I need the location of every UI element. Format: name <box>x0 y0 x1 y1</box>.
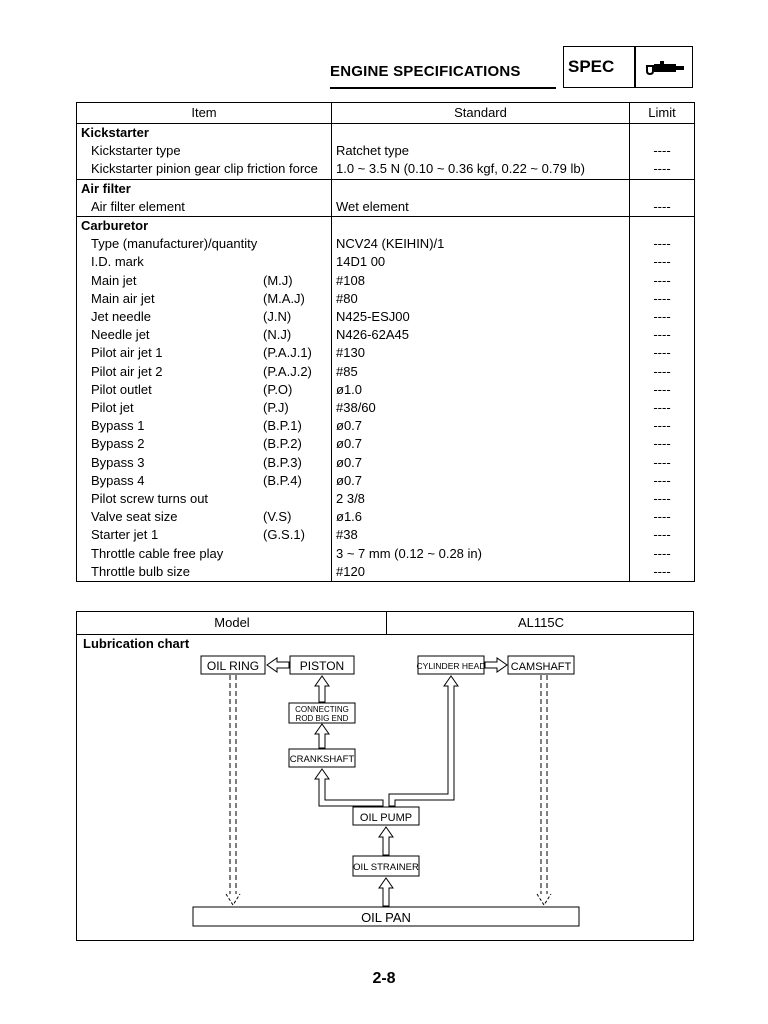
cell-standard: #80 <box>332 290 630 308</box>
node-connecting-rod-label-line2: ROD BIG END <box>295 714 349 723</box>
column-header-standard: Standard <box>332 103 630 124</box>
cell-item <box>77 290 332 308</box>
item-name: Main jet <box>91 272 137 288</box>
node-cylinder-head-label: CYLINDER HEAD <box>416 661 486 671</box>
cell-limit: ---- <box>630 142 695 160</box>
cell-item <box>77 399 332 417</box>
item-name: Bypass 2 <box>91 436 145 452</box>
node-oil-ring <box>201 656 265 674</box>
cell-limit: ---- <box>630 235 695 253</box>
cell-standard: 3 ~ 7 mm (0.12 ~ 0.28 in) <box>332 545 630 563</box>
cell-item <box>77 308 332 326</box>
table-row <box>77 198 695 217</box>
node-oil-pump-label: OIL PUMP <box>359 812 413 824</box>
cell-limit: ---- <box>630 545 695 563</box>
node-oil-pump <box>353 807 419 825</box>
cell-limit <box>630 124 695 143</box>
arrow-piston-to-oil-ring <box>267 658 289 672</box>
cell-item <box>77 272 332 290</box>
item-abbreviation: (P.A.J.2) <box>263 363 312 379</box>
cell-item: Pilot screw turns out <box>91 491 209 507</box>
item-abbreviation: (P.O) <box>263 381 293 397</box>
node-oil-pan-label: OIL PAN <box>361 910 411 925</box>
cell-limit: ---- <box>630 563 695 582</box>
lubrication-chart-title: Lubrication chart <box>83 636 190 651</box>
caliper-icon <box>644 59 686 81</box>
title-underline <box>330 87 556 89</box>
cell-limit: ---- <box>630 417 695 435</box>
cell-item <box>77 454 332 472</box>
item-name: Pilot outlet <box>91 381 152 397</box>
item-name: Needle jet <box>91 327 150 343</box>
cell-standard: ø0.7 <box>332 472 630 490</box>
return-camshaft-to-oil-pan <box>537 675 551 905</box>
table-row <box>77 399 695 417</box>
cell-item: Carburetor <box>77 217 332 236</box>
table-row <box>77 490 695 508</box>
cell-item: Kickstarter <box>81 125 149 140</box>
spec-badge-label: SPEC <box>568 57 615 76</box>
table-row <box>77 142 695 160</box>
node-cylinder-head <box>417 656 486 674</box>
cell-limit: ---- <box>630 326 695 344</box>
item-name: Jet needle <box>91 309 151 325</box>
cell-item <box>77 381 332 399</box>
lubrication-flow-diagram <box>77 612 692 940</box>
arrow-oil-pan-to-oil-strainer <box>379 878 393 906</box>
cell-item: Type (manufacturer)/quantity <box>91 236 258 252</box>
cell-item: I.D. mark <box>91 254 144 270</box>
table-row <box>77 381 695 399</box>
cell-item: Air filter <box>77 179 332 198</box>
cell-standard: 14D1 00 <box>332 253 630 271</box>
cell-limit: ---- <box>630 290 695 308</box>
item-name: Pilot jet <box>91 400 134 416</box>
arrow-crankshaft-to-connecting-rod <box>315 724 329 748</box>
table-row <box>77 472 695 490</box>
node-oil-strainer <box>353 856 419 876</box>
cell-standard: NCV24 (KEIHIN)/1 <box>332 235 630 253</box>
table-row <box>77 363 695 381</box>
cell-standard: ø0.7 <box>332 435 630 453</box>
arrow-connecting-rod-to-piston <box>315 676 329 702</box>
item-abbreviation: (B.P.4) <box>263 472 302 488</box>
item-name: Bypass 1 <box>91 418 145 434</box>
cell-limit: ---- <box>630 526 695 544</box>
cell-standard: #130 <box>332 344 630 362</box>
cell-item <box>77 326 332 344</box>
cell-standard: Ratchet type <box>332 142 630 160</box>
cell-limit: ---- <box>630 253 695 271</box>
spec-badge-divider <box>634 47 636 87</box>
item-name: Main air jet <box>91 290 155 306</box>
cell-standard: #108 <box>332 272 630 290</box>
node-oil-pan <box>193 907 579 926</box>
cell-standard: N426-62A45 <box>332 326 630 344</box>
item-name: Starter jet 1 <box>91 527 159 543</box>
arrow-oil-pump-to-crankshaft <box>315 769 383 806</box>
cell-standard: #85 <box>332 363 630 381</box>
item-name: Bypass 3 <box>91 454 145 470</box>
model-label: Model <box>214 615 250 630</box>
cell-limit: ---- <box>630 344 695 362</box>
cell-limit: ---- <box>630 363 695 381</box>
cell-limit: ---- <box>630 381 695 399</box>
table-row <box>77 308 695 326</box>
cell-standard <box>332 217 630 236</box>
table-row <box>77 526 695 544</box>
cell-limit: ---- <box>630 399 695 417</box>
table-row <box>77 326 695 344</box>
specifications-table <box>76 102 695 582</box>
cell-item: Throttle bulb size <box>91 563 190 579</box>
cell-standard <box>332 124 630 143</box>
cell-item <box>77 435 332 453</box>
table-row <box>77 545 695 563</box>
item-name: Valve seat size <box>91 509 178 525</box>
item-abbreviation: (B.P.3) <box>263 454 302 470</box>
item-name: Pilot air jet 1 <box>91 345 163 361</box>
cell-limit: ---- <box>630 272 695 290</box>
item-name: Bypass 4 <box>91 472 145 488</box>
table-row <box>77 272 695 290</box>
table-section-row <box>77 179 695 198</box>
cell-standard: #38 <box>332 526 630 544</box>
cell-standard: ø1.6 <box>332 508 630 526</box>
cell-item <box>77 417 332 435</box>
node-camshaft <box>508 656 574 674</box>
table-row <box>77 508 695 526</box>
cell-standard: 1.0 ~ 3.5 N (0.10 ~ 0.36 kgf, 0.22 ~ 0.79 lb) <box>332 160 630 179</box>
cell-limit <box>630 179 695 198</box>
cell-item: Kickstarter type <box>91 143 181 159</box>
item-name: Pilot air jet 2 <box>91 363 163 379</box>
cell-limit: ---- <box>630 308 695 326</box>
cell-limit: ---- <box>630 508 695 526</box>
node-crankshaft <box>289 749 355 767</box>
cell-limit <box>630 217 695 236</box>
item-abbreviation: (M.J) <box>263 272 293 288</box>
item-abbreviation: (J.N) <box>263 309 292 325</box>
cell-item: Kickstarter pinion gear clip friction force <box>91 161 318 177</box>
arrow-oil-strainer-to-oil-pump <box>379 827 393 855</box>
column-header-item: Item <box>77 103 332 124</box>
cell-standard: ø1.0 <box>332 381 630 399</box>
table-row <box>77 454 695 472</box>
cell-item <box>77 526 332 544</box>
item-abbreviation: (V.S) <box>263 509 292 525</box>
cell-item <box>77 472 332 490</box>
cell-item: Air filter element <box>91 198 185 214</box>
node-piston-label: PISTON <box>299 659 345 673</box>
node-crankshaft-label: CRANKSHAFT <box>289 754 355 765</box>
return-oil-ring-to-oil-pan <box>226 675 240 905</box>
table-row <box>77 253 695 271</box>
node-connecting-rod-label-line1: CONNECTING <box>295 705 349 714</box>
cell-standard: 2 3/8 <box>332 490 630 508</box>
cell-standard: ø0.7 <box>332 417 630 435</box>
table-row <box>77 160 695 179</box>
cell-item: Throttle cable free play <box>91 545 224 561</box>
cell-standard: #120 <box>332 563 630 582</box>
column-header-limit: Limit <box>630 103 695 124</box>
lubrication-chart-panel <box>76 611 694 941</box>
table-section-row <box>77 217 695 236</box>
page-number: 2-8 <box>372 970 396 987</box>
table-row <box>77 417 695 435</box>
page-title: ENGINE SPECIFICATIONS <box>330 63 521 80</box>
item-abbreviation: (P.J) <box>263 400 289 416</box>
cell-limit: ---- <box>630 472 695 490</box>
cell-standard: ø0.7 <box>332 454 630 472</box>
cell-limit: ---- <box>630 490 695 508</box>
cell-standard: #38/60 <box>332 399 630 417</box>
cell-item <box>77 344 332 362</box>
item-abbreviation: (M.A.J) <box>263 290 305 306</box>
cell-limit: ---- <box>630 198 695 217</box>
arrow-oil-pump-to-cylinder-head <box>389 676 458 806</box>
node-connecting-rod-big-end <box>289 703 355 723</box>
table-row <box>77 563 695 582</box>
node-oil-strainer-label: OIL STRAINER <box>353 862 419 873</box>
item-abbreviation: (B.P.1) <box>263 418 302 434</box>
table-row <box>77 290 695 308</box>
item-abbreviation: (P.A.J.1) <box>263 345 312 361</box>
cell-limit: ---- <box>630 454 695 472</box>
cell-item <box>77 363 332 381</box>
table-row <box>77 235 695 253</box>
model-value: AL115C <box>517 615 564 630</box>
item-abbreviation: (G.S.1) <box>263 527 305 543</box>
table-section-row <box>77 124 695 143</box>
spec-badge <box>563 46 693 88</box>
table-row <box>77 344 695 362</box>
cell-standard: N425-ESJ00 <box>332 308 630 326</box>
cell-item <box>77 508 332 526</box>
node-piston <box>290 656 354 674</box>
cell-limit: ---- <box>630 435 695 453</box>
arrow-cylinder-head-to-camshaft <box>485 658 507 672</box>
cell-limit: ---- <box>630 160 695 179</box>
cell-standard: Wet element <box>332 198 630 217</box>
table-row <box>77 435 695 453</box>
item-abbreviation: (B.P.2) <box>263 436 302 452</box>
specifications-table-body <box>77 124 695 582</box>
table-header-row <box>77 103 695 124</box>
node-oil-ring-label: OIL RING <box>206 659 260 673</box>
item-abbreviation: (N.J) <box>263 327 292 343</box>
cell-standard <box>332 179 630 198</box>
node-camshaft-label: CAMSHAFT <box>510 661 572 673</box>
